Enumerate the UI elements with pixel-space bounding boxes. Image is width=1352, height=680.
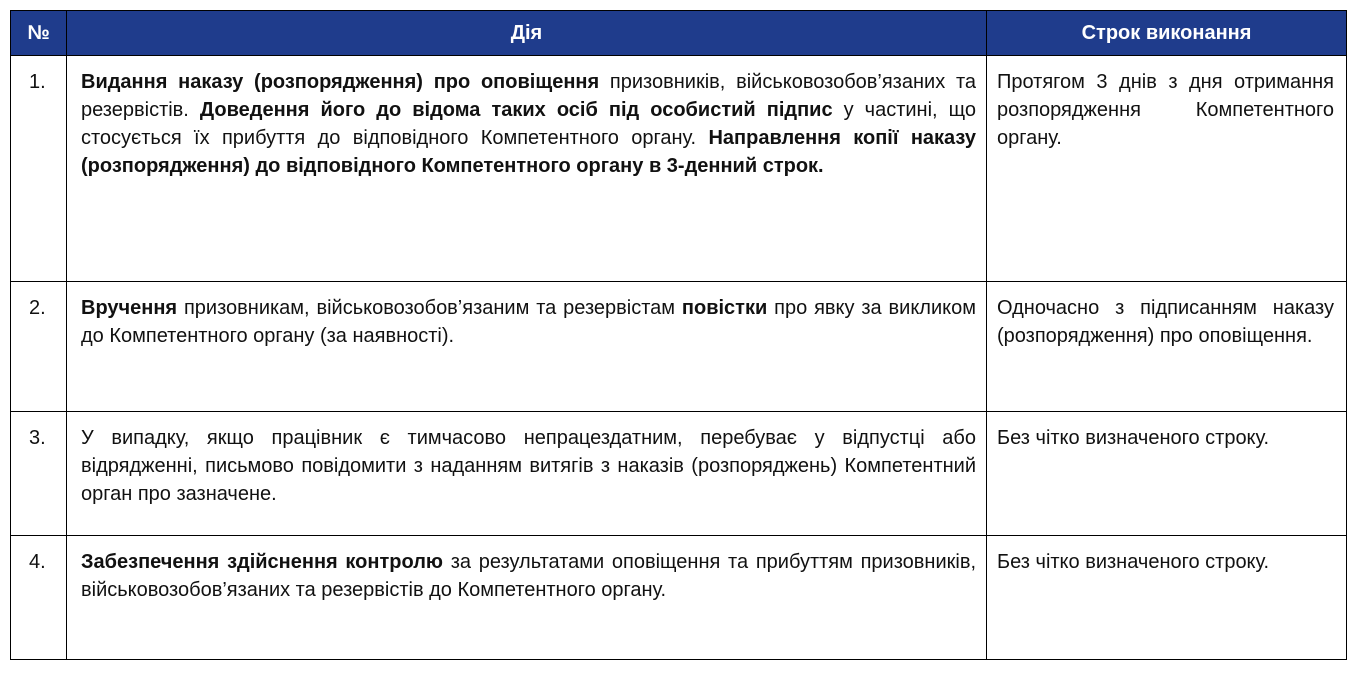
row-number: 3. (11, 412, 67, 536)
action-segment: за результатами оповіщення та прибуттям призовників, військовозобов’язаних та резервістів до Компетентного органу. (81, 551, 977, 601)
row-deadline: Протягом 3 днів з дня отримання розпорядження Компетентного органу. (987, 56, 1347, 282)
header-action: Дія (67, 11, 987, 56)
row-action (67, 412, 987, 536)
action-segment: Забезпечення здійснення контролю (81, 551, 443, 573)
row-action (67, 56, 987, 282)
table-row (11, 536, 1347, 660)
table-header-row (11, 11, 1347, 56)
action-segment: Видання наказу (розпорядження) про оповіщення (81, 71, 600, 93)
row-action (67, 282, 987, 412)
row-deadline: Без чітко визначеного строку. (987, 412, 1347, 536)
procedure-table (10, 10, 1347, 660)
action-segment: Доведення його до відома таких осіб під особистий підпис (199, 99, 833, 121)
action-segment: у частині, що стосується їх прибуття до відповідного Компетентного органу. (81, 99, 976, 149)
action-segment: Вручення (81, 297, 178, 319)
action-segment: про явку за викликом до Компетентного органу (за наявності). (81, 297, 976, 347)
action-segment: У випадку, якщо працівник є тимчасово непрацездатним, перебуває у відпустці або відрядженні, письмово повідомити з наданням витягів з наказів (розпоряджень) Компетентний орган про зазначене. (81, 427, 976, 505)
table-row (11, 412, 1347, 536)
header-num: № (11, 11, 67, 56)
row-number: 2. (11, 282, 67, 412)
row-number: 4. (11, 536, 67, 660)
row-action (67, 536, 987, 660)
action-segment: призовників, військовозобов’язаних та резервістів. (81, 71, 977, 121)
action-segment: Направлення копії наказу (розпорядження) до відповідного Компетентного органу в 3-денний строк. (81, 127, 976, 177)
row-deadline: Без чітко визначеного строку. (987, 536, 1347, 660)
table-row (11, 282, 1347, 412)
table-row (11, 56, 1347, 282)
row-deadline: Одночасно з підписанням наказу (розпорядження) про оповіщення. (987, 282, 1347, 412)
procedure-table-container (10, 10, 1346, 660)
row-number: 1. (11, 56, 67, 282)
action-segment: призовникам, військовозобов’язаним та резервістам (177, 297, 682, 319)
header-deadline: Строк виконання (987, 11, 1347, 56)
action-segment: повістки (681, 297, 768, 319)
